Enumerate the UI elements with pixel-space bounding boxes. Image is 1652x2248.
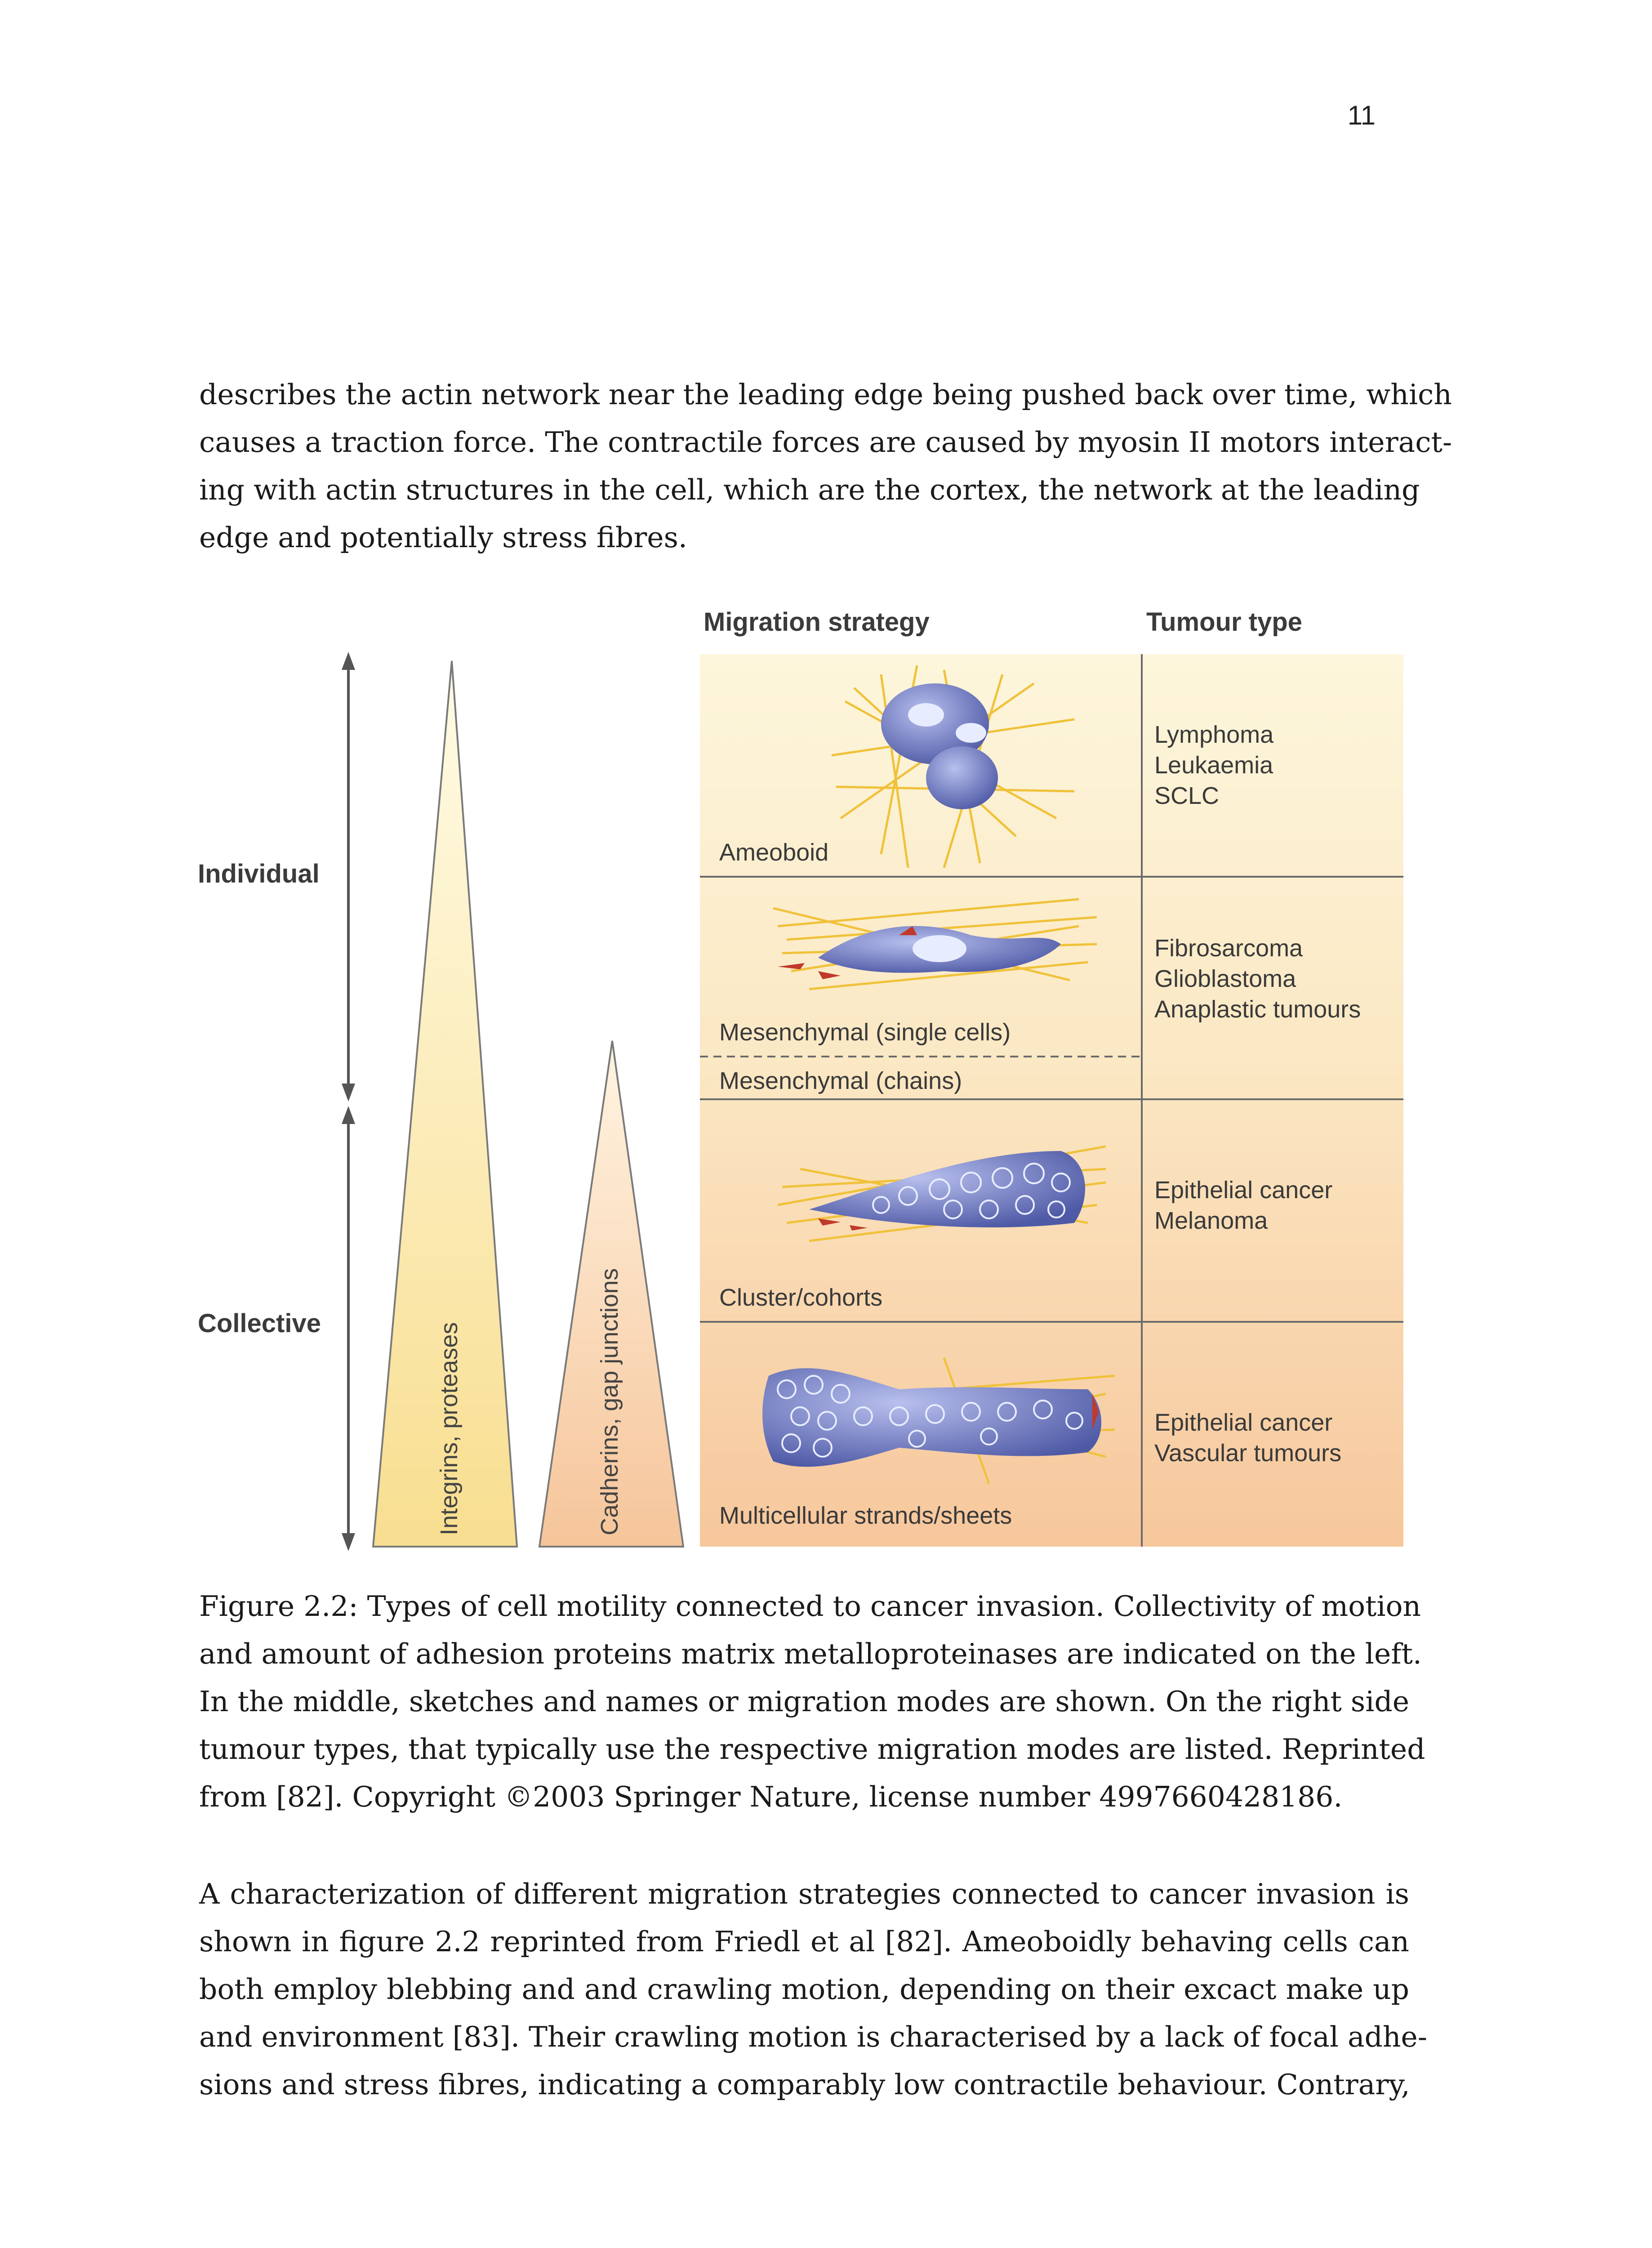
label-individual: Individual	[198, 859, 320, 888]
tumour-type: Anaplastic tumours	[1154, 996, 1361, 1023]
strategy-label-mesenchymal-single: Mesenchymal (single cells)	[719, 1019, 1011, 1046]
caption-line: In the middle, sketches and names or migration modes are shown. On the right side	[199, 1685, 1409, 1718]
paragraph-line: both employ blebbing and and crawling motion, depending on their excact make up	[199, 1973, 1409, 2006]
header-migration-strategy: Migration strategy	[704, 607, 930, 637]
header-tumour-type: Tumour type	[1146, 607, 1302, 637]
tumour-type: SCLC	[1154, 782, 1220, 809]
caption-line: tumour types, that typically use the respective migration modes are listed. Reprinted	[199, 1733, 1425, 1766]
label-collective: Collective	[198, 1309, 321, 1338]
caption-line: and amount of adhesion proteins matrix metalloproteinases are indicated on the left.	[199, 1637, 1422, 1670]
caption-line: Figure 2.2: Types of cell motility connected to cancer invasion. Collectivity of motion	[199, 1590, 1421, 1623]
paragraph-bottom	[199, 1870, 1427, 2109]
arrow-collective	[342, 1106, 355, 1551]
caption-line: from [82]. Copyright ©2003 Springer Nature, license number 4997660428186.	[199, 1780, 1343, 1813]
paragraph-line: shown in figure 2.2 reprinted from Friedl et al [82]. Ameoboidly behaving cells can	[199, 1925, 1409, 1958]
page-number: 11	[1347, 100, 1376, 130]
figure-caption	[199, 1583, 1425, 1821]
paragraph-line: describes the actin network near the leading edge being pushed back over time, which	[199, 378, 1452, 411]
wedge-label-cadherins: Cadherins, gap junctions	[596, 1268, 623, 1535]
tumour-type: Vascular tumours	[1154, 1440, 1342, 1467]
figure-cell-migration	[180, 584, 1420, 1565]
paragraph-line: A characterization of different migration strategies connected to cancer invasion is	[199, 1878, 1409, 1910]
paragraph-line: and environment [83]. Their crawling motion is characterised by a lack of focal adhe-	[199, 2021, 1427, 2053]
tumour-type: Epithelial cancer	[1154, 1409, 1333, 1436]
paragraph-line: sions and stress fibres, indicating a comparably low contractile behaviour. Contrary,	[199, 2068, 1410, 2101]
wedge-label-integrins: Integrins, proteases	[436, 1322, 463, 1535]
tumour-type: Lymphoma	[1154, 721, 1274, 748]
paragraph-top	[199, 371, 1452, 562]
paragraph-line: causes a traction force. The contractile forces are caused by myosin II motors interact-	[199, 426, 1452, 459]
paragraph-line: ing with actin structures in the cell, which are the cortex, the network at the leading	[199, 473, 1420, 506]
arrow-individual	[342, 652, 355, 1102]
tumour-type: Glioblastoma	[1154, 965, 1296, 992]
strategy-label-cluster: Cluster/cohorts	[719, 1284, 883, 1311]
paragraph-line: edge and potentially stress fibres.	[199, 521, 687, 554]
tumour-type: Melanoma	[1154, 1207, 1268, 1234]
tumour-type: Leukaemia	[1154, 752, 1274, 779]
strategy-label-ameoboid: Ameoboid	[719, 839, 829, 866]
strategy-label-multicellular: Multicellular strands/sheets	[719, 1502, 1012, 1529]
tumour-type: Fibrosarcoma	[1154, 935, 1303, 962]
tumour-type: Epithelial cancer	[1154, 1177, 1333, 1204]
strategy-label-mesenchymal-chains: Mesenchymal (chains)	[719, 1067, 962, 1094]
